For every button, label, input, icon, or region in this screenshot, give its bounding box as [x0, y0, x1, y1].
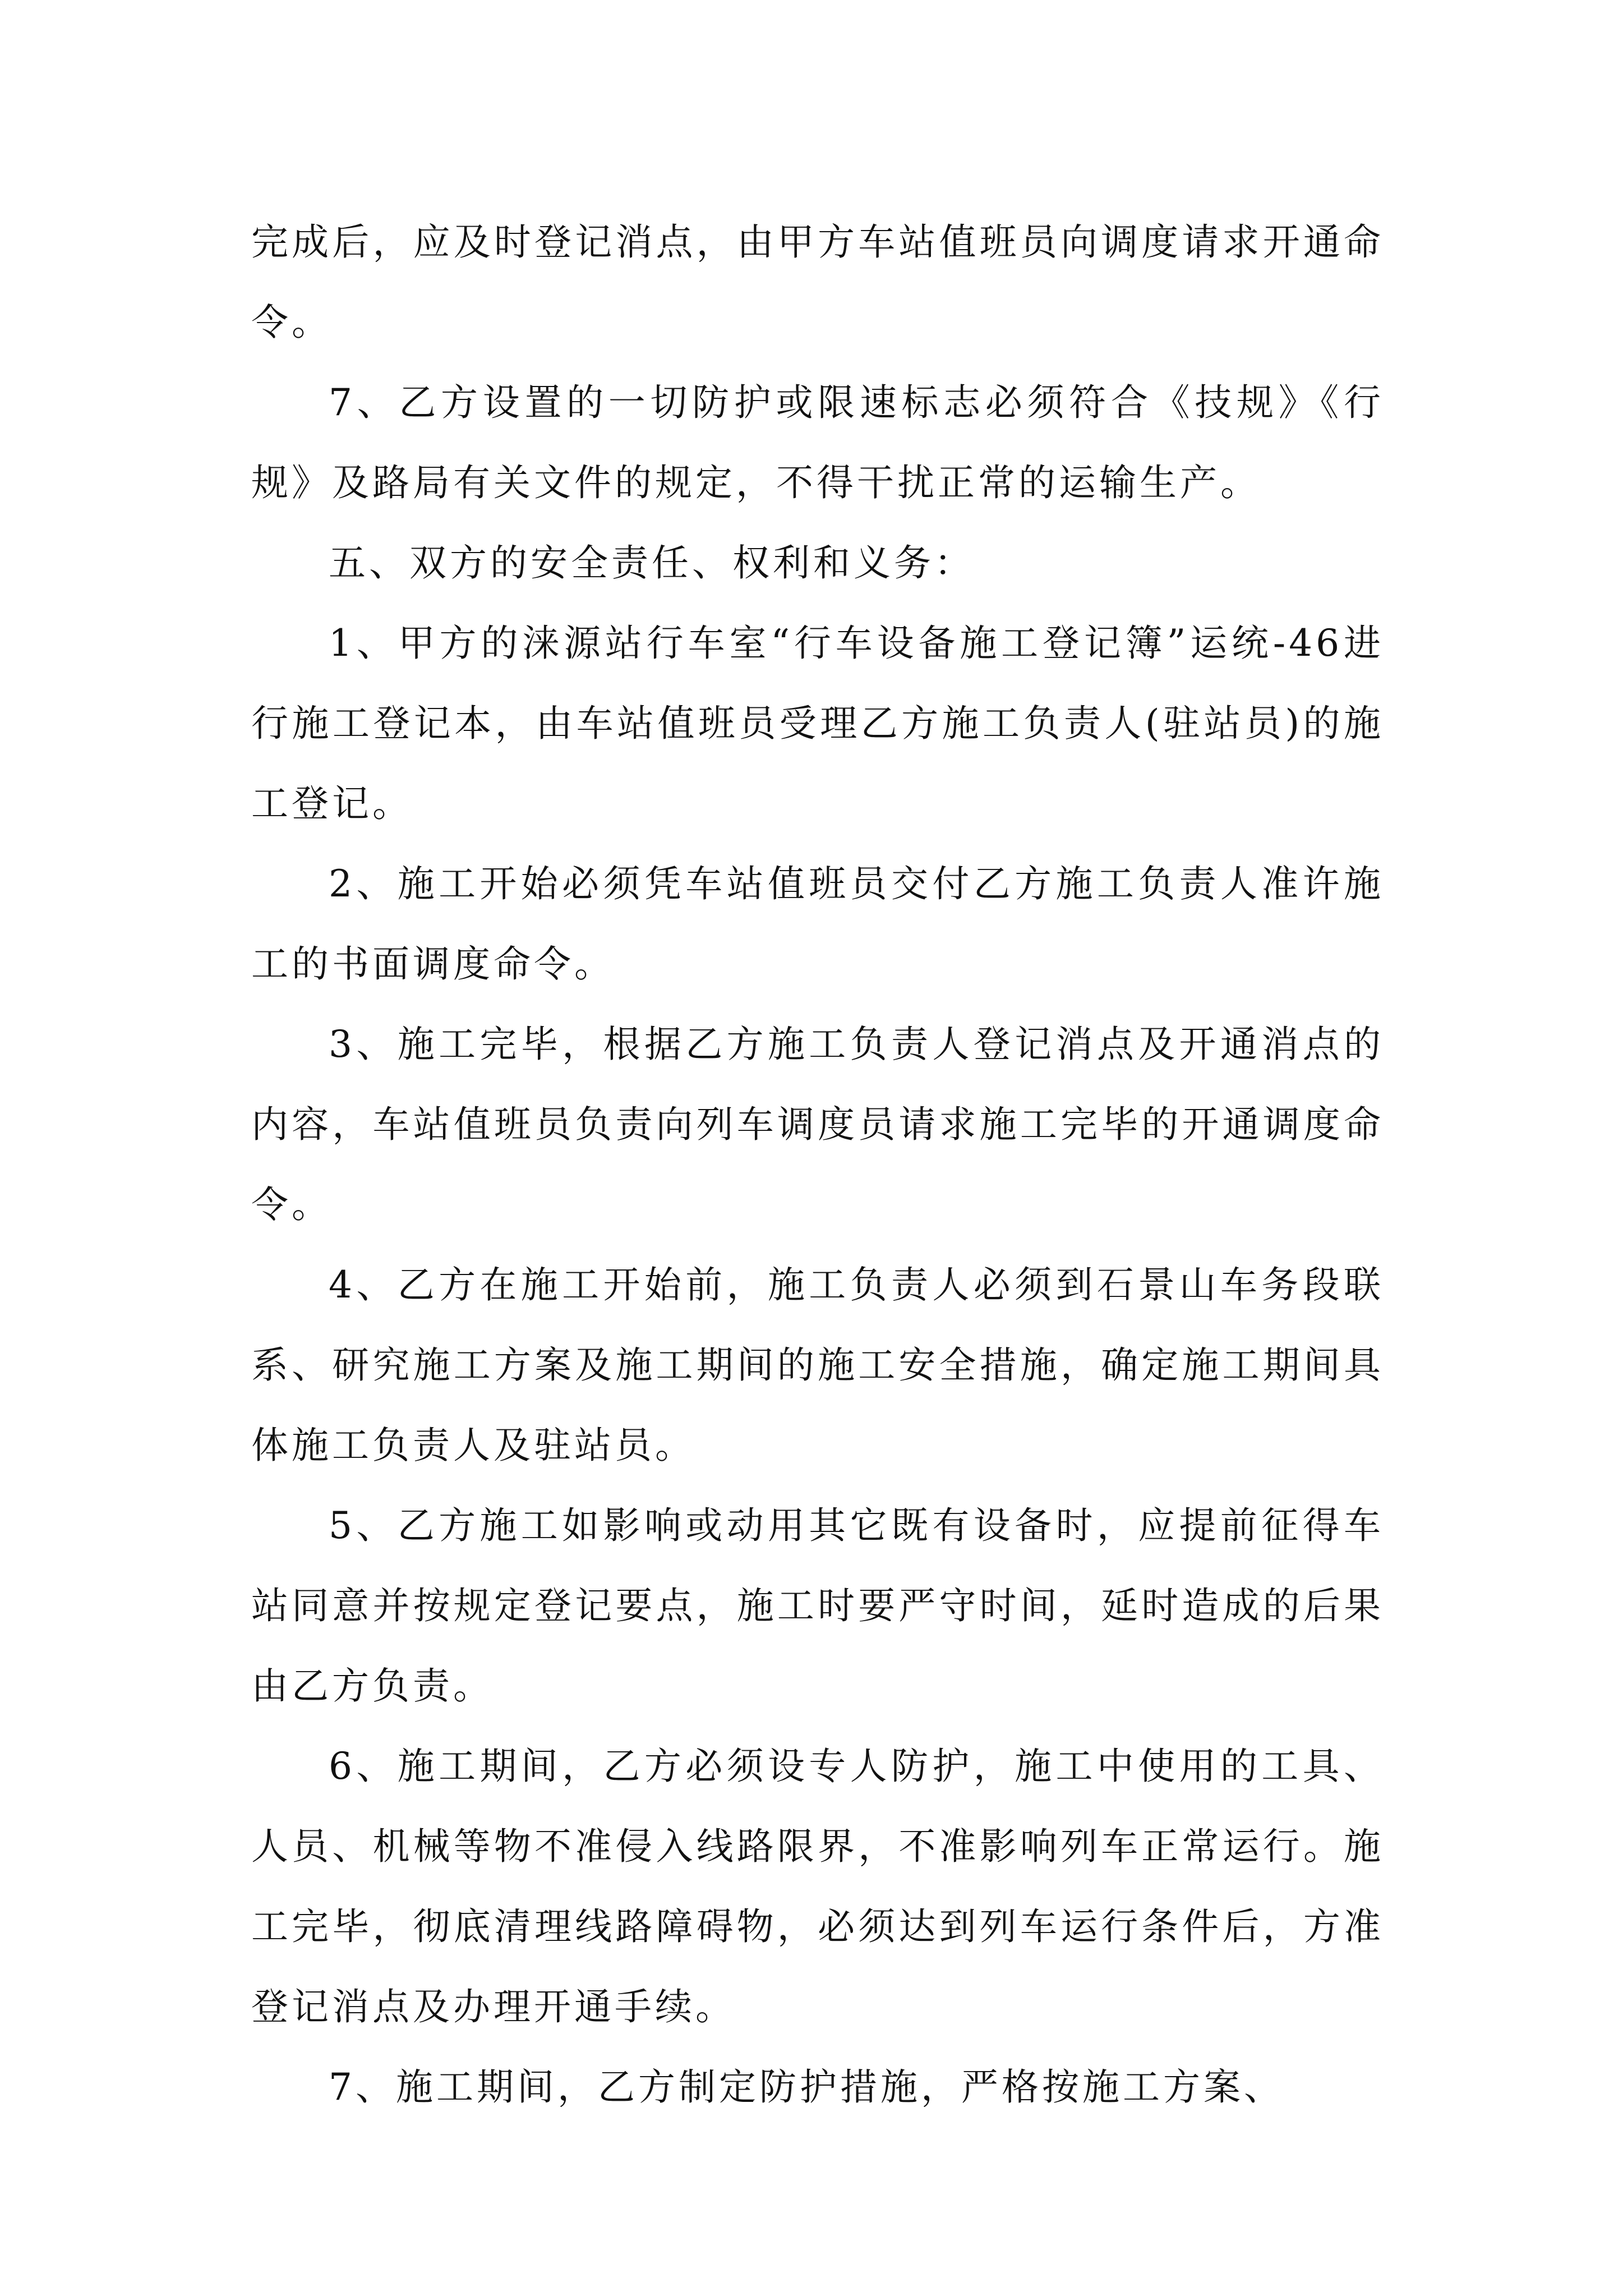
paragraph-item-2: 2、施工开始必须凭车站值班员交付乙方施工负责人准许施工的书面调度命令。: [251, 862, 1384, 986]
paragraph-item-4: 4、乙方在施工开始前，施工负责人必须到石景山车务段联系、研究施工方案及施工期间的施工安全措施，确定施工期间具体施工负责人及驻站员。: [251, 1263, 1384, 1467]
paragraph-item-7-signs: 7、乙方设置的一切防护或限速标志必须符合《技规》《行规》及路局有关文件的规定，不得干扰正常的运输生产。: [251, 381, 1384, 504]
document-body: [251, 202, 1384, 2127]
paragraph-item-5: 5、乙方施工如影响或动用其它既有设备时，应提前征得车站同意并按规定登记要点，施工时要严守时间，延时造成的后果由乙方负责。: [251, 1504, 1384, 1708]
paragraph-item-3: 3、施工完毕，根据乙方施工负责人登记消点及开通消点的内容，车站值班员负责向列车调度员请求施工完毕的开通调度命令。: [251, 1023, 1384, 1226]
paragraph-item-1: 1、甲方的涞源站行车室“行车设备施工登记簿”运统-46进行施工登记本，由车站值班员受理乙方施工负责人(驻站员)的施工登记。: [251, 622, 1384, 825]
section-heading-five: 五、双方的安全责任、权利和义务：: [329, 541, 975, 585]
paragraph-item-6: 6、施工期间，乙方必须设专人防护，施工中使用的工具、人员、机械等物不准侵入线路限界，不准影响列车正常运行。施工完毕，彻底清理线路障碍物，必须达到列车运行条件后，方准登记消点及办理开通手续。: [251, 1745, 1384, 2028]
paragraph-continuation: 完成后，应及时登记消点，由甲方车站值班员向调度请求开通命令。: [251, 220, 1384, 344]
paragraph-item-7-protection: 7、施工期间，乙方制定防护措施，严格按施工方案、: [329, 2065, 1284, 2109]
